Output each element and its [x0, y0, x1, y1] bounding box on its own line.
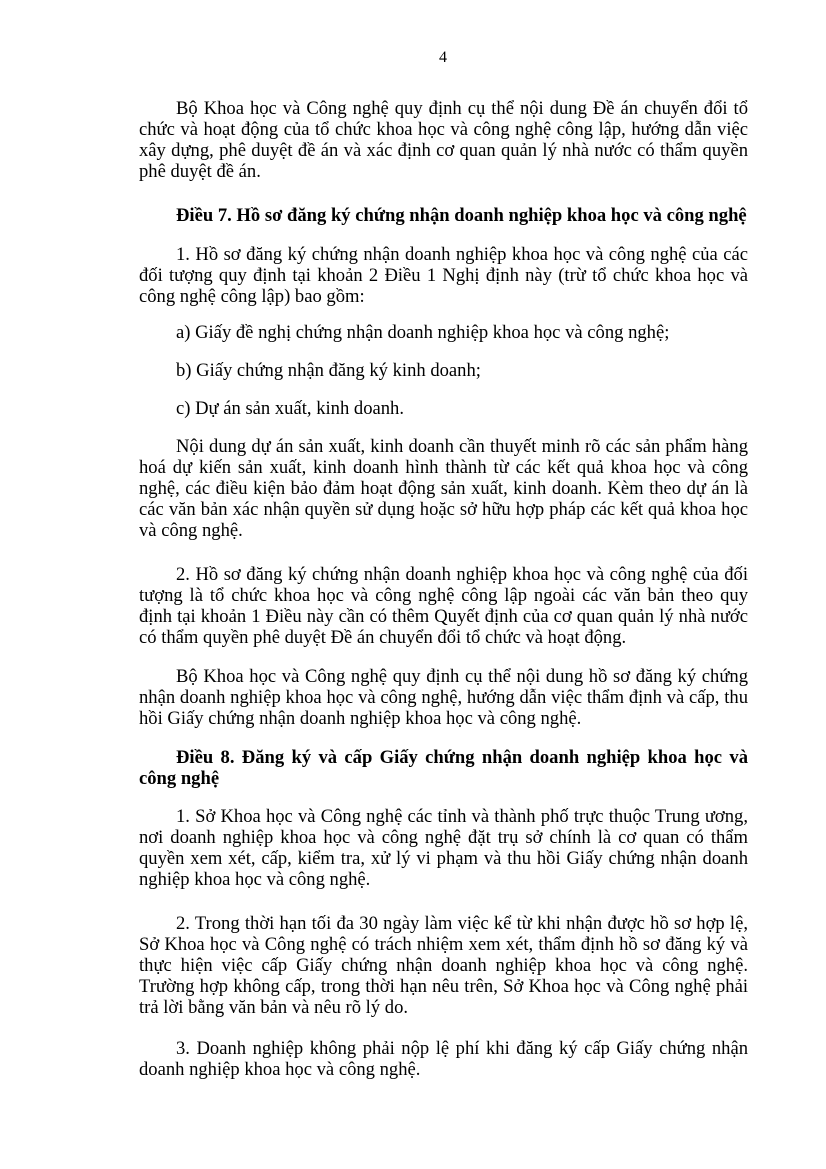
- paragraph-project-content: Nội dung dự án sản xuất, kinh doanh cần thuyết minh rõ các sản phẩm hàng hoá dự kiến sản xuất, kinh doanh hình thành từ các kết quả khoa học và công nghệ, các điều kiện bảo đảm hoạt động sản xuất, kinh doanh. Kèm theo dự án là các văn bản xác nhận quyền sử dụng hoặc sở hữu hợp pháp các kết quả khoa học và công nghệ.: [139, 436, 748, 541]
- article-7-item-c: c) Dự án sản xuất, kinh doanh.: [176, 398, 404, 419]
- article-7-item-b: b) Giấy chứng nhận đăng ký kinh doanh;: [176, 360, 481, 381]
- article-7-item-a: a) Giấy đề nghị chứng nhận doanh nghiệp khoa học và công nghệ;: [176, 322, 670, 343]
- page-number: 4: [439, 49, 447, 66]
- article-8-heading: Điều 8. Đăng ký và cấp Giấy chứng nhận doanh nghiệp khoa học và công nghệ: [139, 747, 748, 789]
- article-8-clause-2: 2. Trong thời hạn tối đa 30 ngày làm việc kể từ khi nhận được hồ sơ hợp lệ, Sở Khoa học và Công nghệ có trách nhiệm xem xét, thẩm định hồ sơ đăng ký và thực hiện việc cấp Giấy chứng nhận doanh nghiệp khoa học và công nghệ. Trường hợp không cấp, trong thời hạn nêu trên, Sở Khoa học và Công nghệ phải trả lời bằng văn bản và nêu rõ lý do.: [139, 913, 748, 1018]
- paragraph-project-guidance: Bộ Khoa học và Công nghệ quy định cụ thể nội dung Đề án chuyển đổi tổ chức và hoạt động của tổ chức khoa học và công nghệ công lập, hướng dẫn việc xây dựng, phê duyệt đề án và xác định cơ quan quản lý nhà nước có thẩm quyền phê duyệt đề án.: [139, 98, 748, 182]
- article-7-clause-1: 1. Hồ sơ đăng ký chứng nhận doanh nghiệp khoa học và công nghệ của các đối tượng quy định tại khoản 2 Điều 1 Nghị định này (trừ tổ chức khoa học và công nghệ công lập) bao gồm:: [139, 244, 748, 307]
- article-8-clause-3: 3. Doanh nghiệp không phải nộp lệ phí khi đăng ký cấp Giấy chứng nhận doanh nghiệp khoa học và công nghệ.: [139, 1038, 748, 1080]
- article-7-clause-2: 2. Hồ sơ đăng ký chứng nhận doanh nghiệp khoa học và công nghệ của đối tượng là tổ chức khoa học và công nghệ công lập ngoài các văn bản theo quy định tại khoản 1 Điều này cần có thêm Quyết định của cơ quan quản lý nhà nước có thẩm quyền phê duyệt Đề án chuyển đổi tổ chức và hoạt động.: [139, 564, 748, 648]
- article-8-clause-1: 1. Sở Khoa học và Công nghệ các tỉnh và thành phố trực thuộc Trung ương, nơi doanh nghiệp khoa học và công nghệ đặt trụ sở chính là cơ quan có thẩm quyền xem xét, cấp, kiểm tra, xử lý vi phạm và thu hồi Giấy chứng nhận doanh nghiệp khoa học và công nghệ.: [139, 806, 748, 890]
- paragraph-dossier-guidance: Bộ Khoa học và Công nghệ quy định cụ thể nội dung hồ sơ đăng ký chứng nhận doanh nghiệp khoa học và công nghệ, hướng dẫn việc thẩm định và cấp, thu hồi Giấy chứng nhận doanh nghiệp khoa học và công nghệ.: [139, 666, 748, 729]
- article-7-heading: Điều 7. Hồ sơ đăng ký chứng nhận doanh nghiệp khoa học và công nghệ: [176, 205, 747, 226]
